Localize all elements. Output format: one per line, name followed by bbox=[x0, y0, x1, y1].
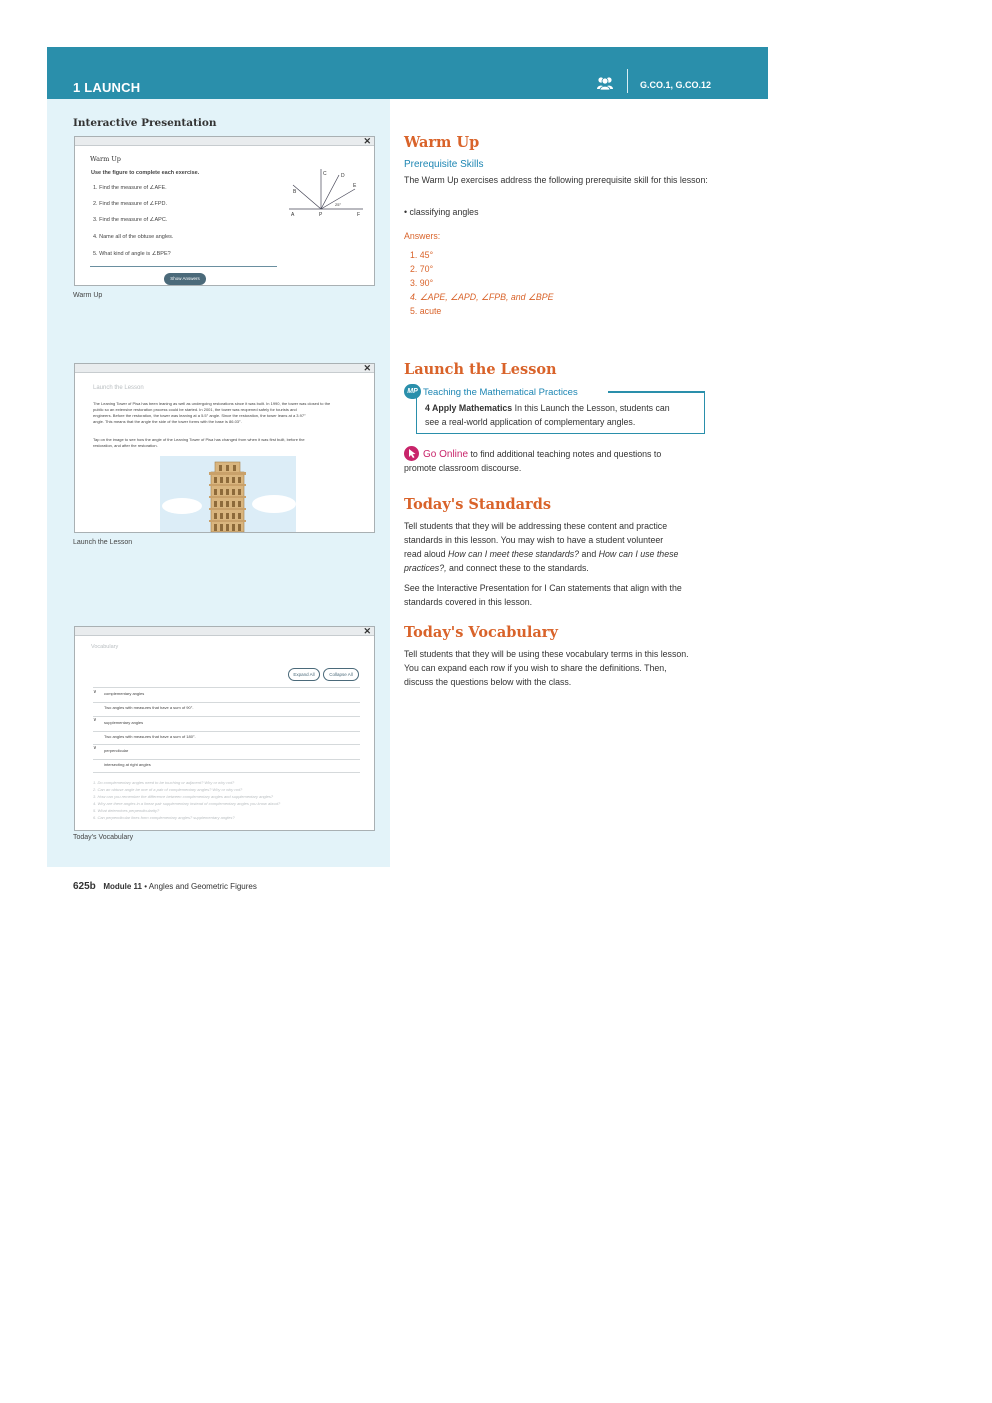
chevron-down-icon[interactable]: ∨ bbox=[93, 689, 97, 695]
standards-question: How can I use these bbox=[598, 549, 679, 559]
standards-question: How can I meet these standards? bbox=[448, 549, 580, 559]
leaning-tower-illustration bbox=[160, 456, 296, 532]
go-online-icon[interactable] bbox=[404, 446, 419, 461]
people-icon bbox=[596, 75, 614, 91]
answer-item: 4. ∠APE, ∠APD, ∠FPB, and ∠BPE bbox=[410, 292, 554, 302]
section-title: 1 LAUNCH bbox=[73, 80, 141, 95]
header-divider bbox=[627, 69, 628, 93]
warmup-thumbnail[interactable] bbox=[74, 136, 375, 286]
standards-text: and bbox=[579, 549, 599, 559]
go-online-text: to find additional teaching notes and questions to bbox=[468, 449, 662, 459]
warmup-thumb-heading: Warm Up bbox=[90, 155, 121, 163]
thumbnail-toolbar bbox=[75, 627, 374, 636]
answer-line bbox=[90, 266, 277, 267]
standards-text-line bbox=[404, 561, 709, 575]
pointer-icon bbox=[407, 448, 417, 459]
vocab-definition: Two angles with measures that have a sum of 90°. bbox=[104, 705, 194, 710]
show-answers-button[interactable]: Show Answers bbox=[164, 273, 206, 285]
mp-text-line-1 bbox=[425, 401, 705, 415]
row-divider bbox=[93, 744, 360, 745]
vocab-question: 6. Can perpendicular lines form complementary angles? supplementary angles? bbox=[93, 815, 235, 820]
answer-item: 3. 90° bbox=[410, 278, 434, 288]
warmup-item: 4. Name all of the obtuse angles. bbox=[93, 234, 174, 240]
row-divider bbox=[93, 702, 360, 703]
mp-text-line-2: see a real-world application of complementary angles. bbox=[425, 417, 636, 427]
vocabulary-text-line: Tell students that they will be using these vocabulary terms in this lesson. bbox=[404, 649, 689, 659]
launch-text-line: public so an extensive restoration process could be started. In 2001, the tower was reopened safely for tourists and bbox=[93, 407, 297, 412]
vocabulary-heading: Today's Vocabulary bbox=[404, 624, 558, 641]
standards-text-line: standards covered in this lesson. bbox=[404, 597, 533, 607]
standards-question: practices?, bbox=[404, 563, 447, 573]
standards-text: and connect these to the standards. bbox=[446, 563, 589, 573]
vocab-term[interactable]: complementary angles bbox=[104, 691, 145, 696]
vocabulary-caption: Today's Vocabulary bbox=[73, 834, 134, 841]
vocabulary-thumbnail[interactable] bbox=[74, 626, 375, 831]
vocab-question: 1. Do complementary angles need to be touching or adjacent? Why or why not? bbox=[93, 780, 235, 785]
warmup-item: 3. Find the measure of ∠APC. bbox=[93, 217, 168, 223]
vocab-term[interactable]: supplementary angles bbox=[104, 720, 144, 725]
row-divider bbox=[93, 731, 360, 732]
row-divider bbox=[93, 759, 360, 760]
figure-label: P bbox=[319, 212, 323, 218]
figure-label: A bbox=[291, 212, 295, 218]
standards-text-line: See the Interactive Presentation for I Can statements that align with the bbox=[404, 583, 682, 593]
launch-thumbnail[interactable] bbox=[74, 363, 375, 533]
prerequisite-bullet: • classifying angles bbox=[404, 207, 479, 217]
close-icon[interactable]: ✕ bbox=[363, 626, 371, 636]
launch-text-line: angle. This means that the angle the side of the tower forms with the base is 86.03°. bbox=[93, 419, 242, 424]
vocab-question: 3. How can you remember the difference between complementary angles and supplementary angles? bbox=[93, 794, 274, 799]
row-divider bbox=[93, 772, 360, 773]
thumbnail-toolbar bbox=[75, 364, 374, 373]
header-band bbox=[47, 47, 768, 99]
thumbnail-toolbar bbox=[75, 137, 374, 146]
close-icon[interactable]: ✕ bbox=[363, 363, 371, 373]
warmup-instruction: Use the figure to complete each exercise. bbox=[91, 170, 200, 176]
standards-text-line: standards in this lesson. You may wish to have a student volunteer bbox=[404, 535, 664, 545]
vocab-definition: Two angles with measures that have a sum of 180°. bbox=[104, 734, 196, 739]
module-label: Module 11 bbox=[103, 882, 142, 891]
standards-text-line: Tell students that they will be addressing these content and practice bbox=[404, 521, 668, 531]
vocab-term[interactable]: perpendicular bbox=[104, 748, 129, 753]
warmup-item: 2. Find the measure of ∠FPD. bbox=[93, 201, 168, 207]
warmup-description: The Warm Up exercises address the following prerequisite skill for this lesson: bbox=[404, 175, 708, 185]
mp-badge-icon: MP bbox=[404, 384, 421, 399]
collapse-all-button[interactable]: Collapse All bbox=[323, 668, 359, 681]
chevron-down-icon[interactable]: ∨ bbox=[93, 745, 97, 751]
launch-caption: Launch the Lesson bbox=[73, 539, 133, 546]
go-online-link[interactable]: Go Online bbox=[423, 449, 469, 460]
mp-title: Teaching the Mathematical Practices bbox=[423, 387, 578, 398]
go-online-line-1 bbox=[423, 447, 713, 462]
standards-codes: G.CO.1, G.CO.12 bbox=[640, 80, 712, 90]
vocab-question: 4. Why are there angles in a linear pair supplementary instead of complementary angles you know about? bbox=[93, 801, 281, 806]
row-divider bbox=[93, 716, 360, 717]
page-number: 625b bbox=[73, 881, 96, 892]
launch-text-line: engineers. Before the restoration, the tower was leaning at a 5.5° angle. Since the restoration, the tower leans at a 3.97° bbox=[93, 413, 306, 418]
answer-item: 5. acute bbox=[410, 306, 442, 316]
launch-text-line: The Leaning Tower of Pisa has been leaning as well as undergoing restorations since it was built. In 1990, the tower was closed to the bbox=[93, 401, 331, 406]
go-online-line-2: promote classroom discourse. bbox=[404, 463, 522, 473]
launch-thumb-heading: Launch the Lesson bbox=[93, 385, 144, 391]
vocab-thumb-heading: Vocabulary bbox=[91, 644, 119, 650]
mp-practice-name: 4 Apply Mathematics bbox=[425, 403, 513, 413]
warmup-caption: Warm Up bbox=[73, 292, 103, 299]
launch-text-line: restoration, and after the restoration. bbox=[93, 443, 158, 448]
figure-label: C bbox=[323, 171, 327, 177]
interactive-presentation-title: Interactive Presentation bbox=[73, 117, 217, 129]
row-divider bbox=[93, 687, 360, 688]
warmup-item: 5. What kind of angle is ∠BPE? bbox=[93, 251, 171, 257]
page-footer bbox=[73, 881, 257, 892]
vocab-question: 2. Can an obtuse angle be one of a pair of complementary angles? Why or why not? bbox=[93, 787, 243, 792]
vocabulary-text-line: discuss the questions below with the class. bbox=[404, 677, 572, 687]
figure-label: F bbox=[357, 212, 361, 218]
figure-label: E bbox=[353, 183, 357, 189]
figure-label: B bbox=[293, 189, 297, 195]
vocab-question: 5. What determines perpendicularity? bbox=[93, 808, 160, 813]
warmup-heading: Warm Up bbox=[404, 134, 480, 151]
warmup-item: 1. Find the measure of ∠AFE. bbox=[93, 185, 167, 191]
figure-label: 25° bbox=[335, 202, 342, 207]
standards-text-line bbox=[404, 547, 709, 561]
launch-heading: Launch the Lesson bbox=[404, 361, 557, 378]
launch-text-line: Tap on the image to see how the angle of the Leaning Tower of Pisa has changed from when it was first built, before the bbox=[93, 437, 305, 442]
angle-figure bbox=[287, 165, 365, 221]
figure-label: D bbox=[341, 173, 345, 179]
standards-heading: Today's Standards bbox=[404, 496, 551, 513]
answers-label: Answers: bbox=[404, 231, 441, 241]
chevron-down-icon[interactable]: ∨ bbox=[93, 717, 97, 723]
answer-item: 1. 45° bbox=[410, 250, 434, 260]
vocabulary-text-line: You can expand each row if you wish to share the definitions. Then, bbox=[404, 663, 667, 673]
prerequisite-skills-heading: Prerequisite Skills bbox=[404, 159, 484, 170]
vocab-definition: intersecting at right angles bbox=[104, 762, 151, 767]
module-title: • Angles and Geometric Figures bbox=[142, 882, 257, 891]
mp-text: In this Launch the Lesson, students can bbox=[512, 403, 670, 413]
expand-all-button[interactable]: Expand All bbox=[288, 668, 320, 681]
standards-text: read aloud bbox=[404, 549, 449, 559]
answer-item: 2. 70° bbox=[410, 264, 434, 274]
close-icon[interactable]: ✕ bbox=[363, 136, 371, 146]
